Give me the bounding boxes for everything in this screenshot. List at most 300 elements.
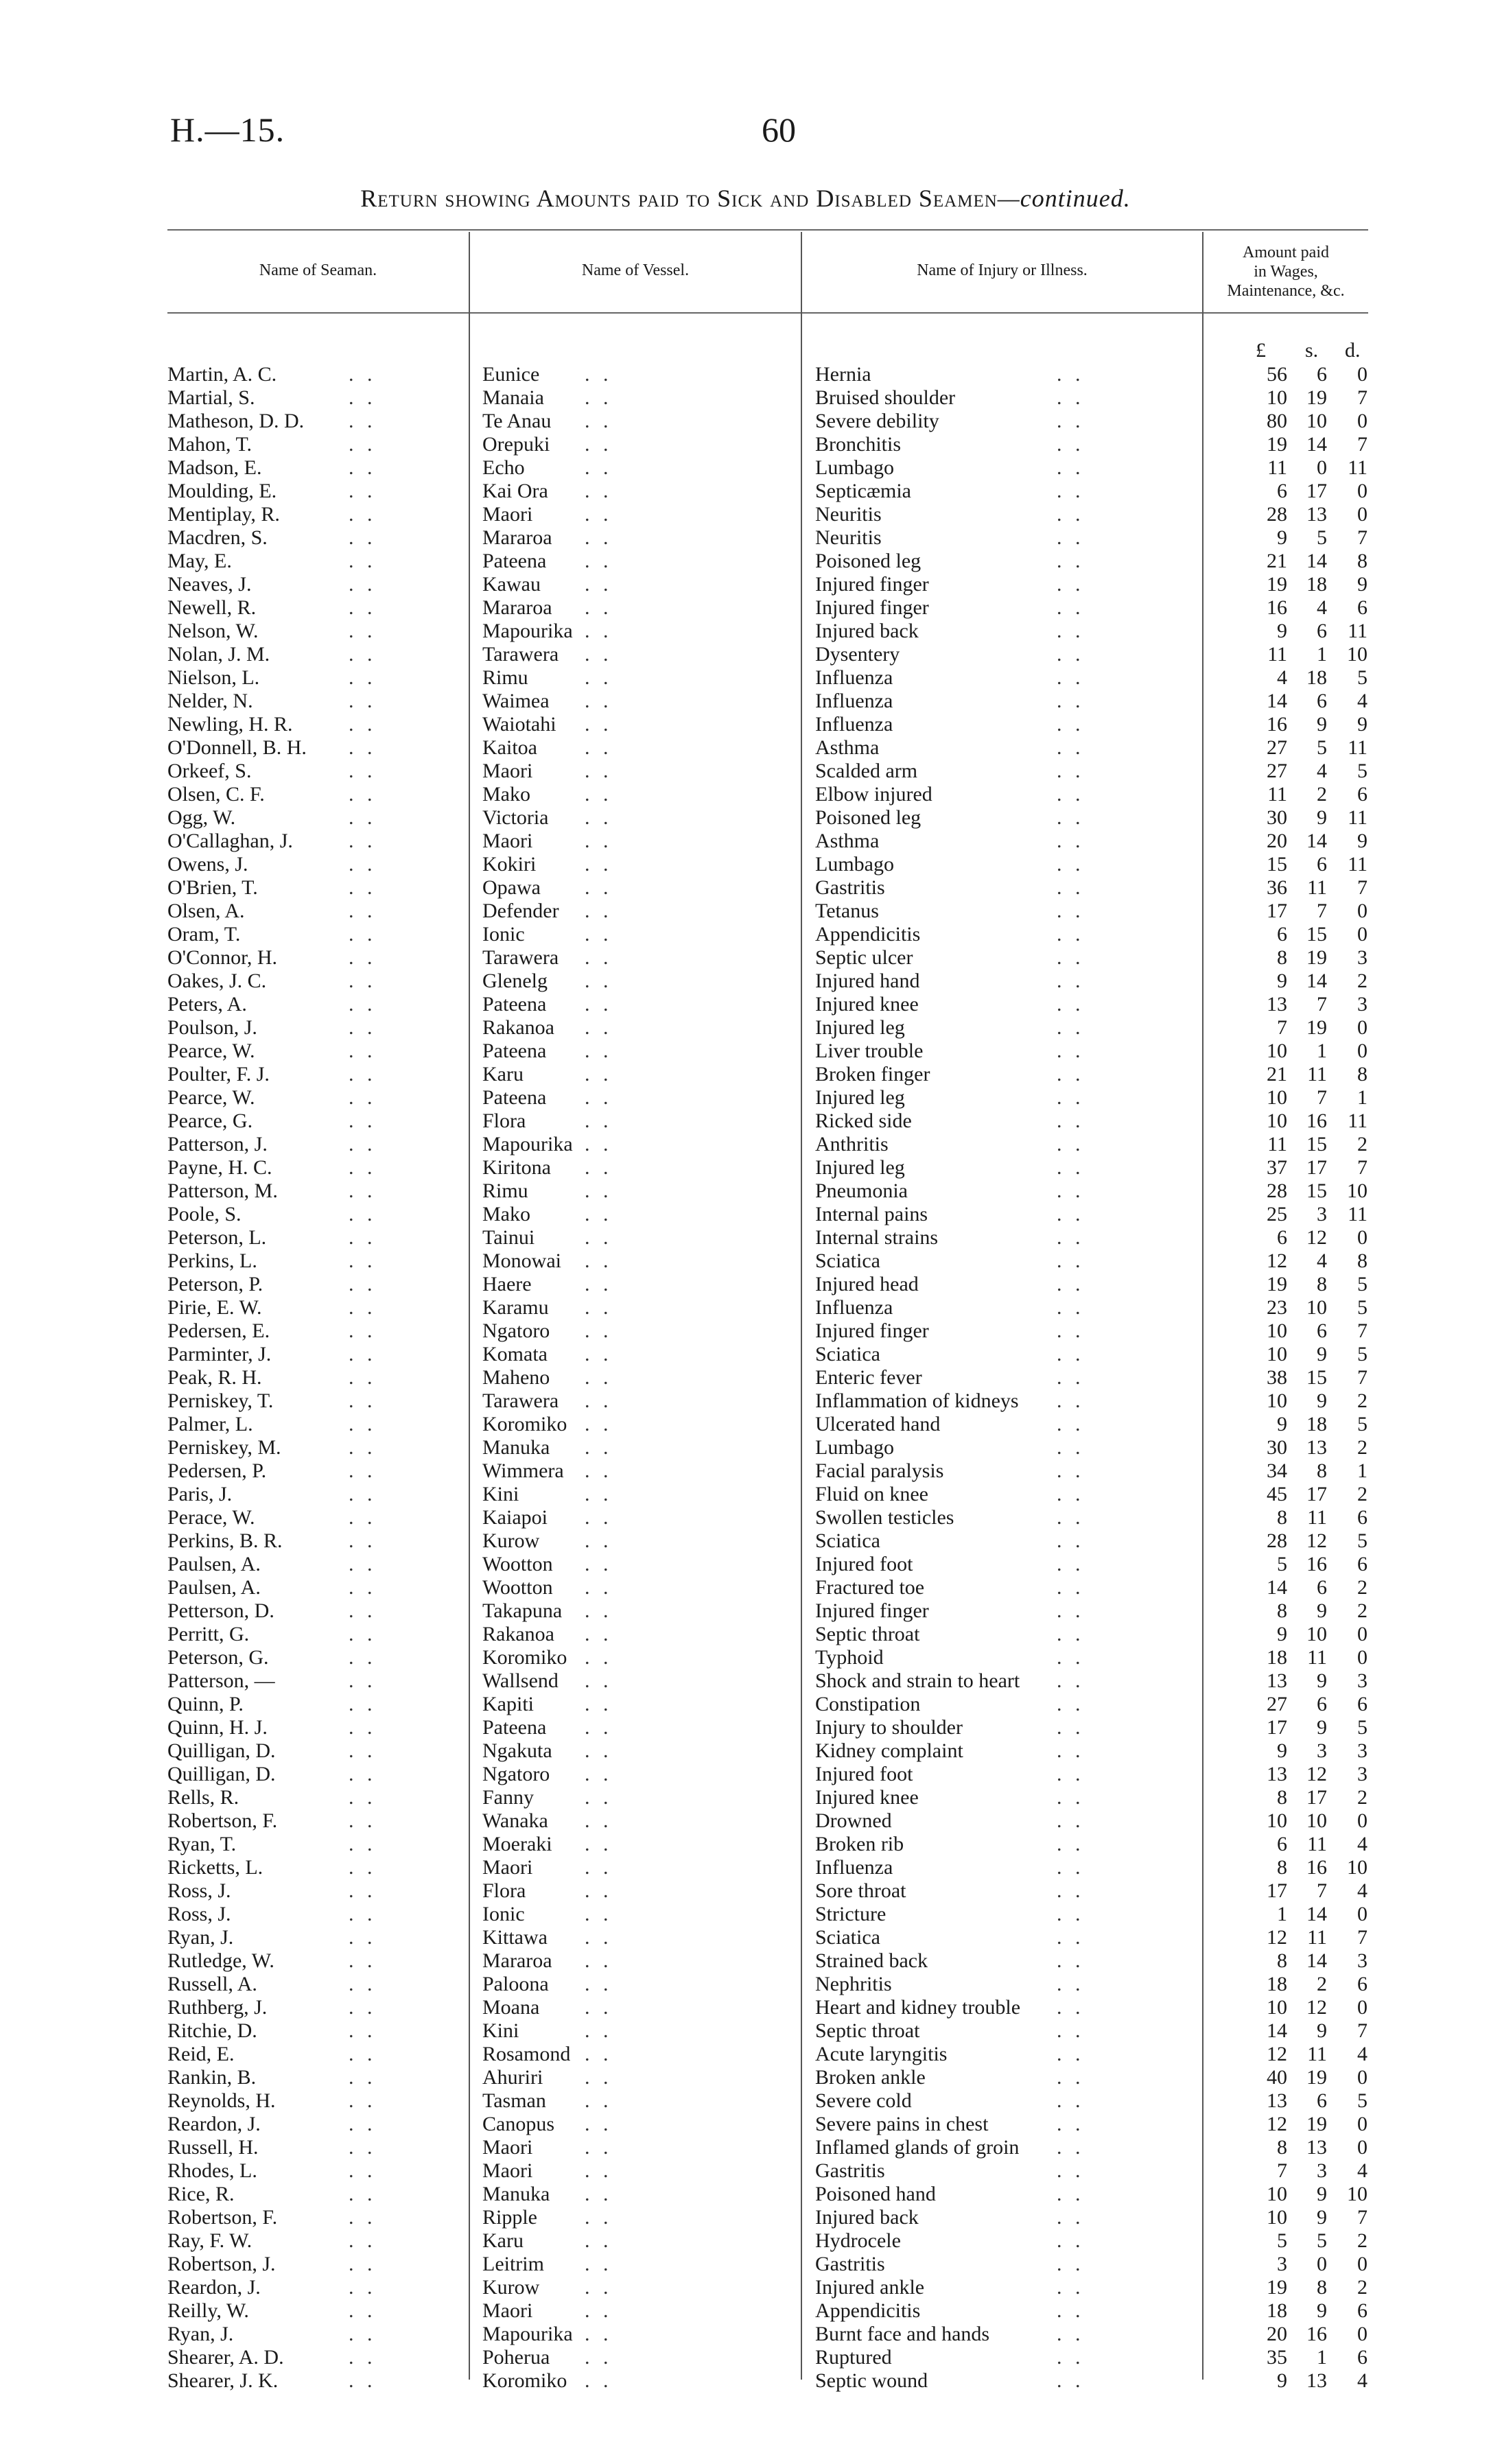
vessel-name: Mako — [482, 783, 530, 806]
injury-illness: Elbow injured — [815, 783, 932, 806]
leader-dots: . . — [585, 1903, 613, 1925]
vessel-name: Pateena — [482, 993, 547, 1016]
amount-pounds: 9 — [1277, 2369, 1287, 2392]
seaman-name: Paulsen, A. — [167, 1553, 261, 1575]
table-row — [0, 1226, 1491, 1249]
vessel-name: Karu — [482, 2229, 524, 2252]
amount-pounds: 1 — [1277, 1903, 1287, 1925]
leader-dots: . . — [349, 1903, 377, 1925]
injury-illness: Injured leg — [815, 1086, 905, 1109]
vessel-name: Maori — [482, 2136, 533, 2159]
vessel-name: Kini — [482, 2019, 519, 2042]
amount-shillings: 1 — [1317, 1040, 1327, 1062]
amount-pounds: 25 — [1267, 1203, 1287, 1225]
amount-pounds: 8 — [1277, 1506, 1287, 1529]
vessel-name: Pateena — [482, 1040, 547, 1062]
seaman-name: Peterson, G. — [167, 1646, 269, 1669]
leader-dots: . . — [1057, 2019, 1085, 2042]
seaman-name: Patterson, M. — [167, 1180, 278, 1202]
amount-shillings: 13 — [1306, 1436, 1327, 1459]
table-row — [0, 853, 1491, 876]
leader-dots: . . — [585, 456, 613, 479]
injury-illness: Ruptured — [815, 2346, 892, 2369]
table-row — [0, 1879, 1491, 1903]
injury-illness: Lumbago — [815, 853, 894, 876]
leader-dots: . . — [1057, 2299, 1085, 2322]
injury-illness: Severe debility — [815, 410, 939, 432]
leader-dots: . . — [1057, 1506, 1085, 1529]
injury-illness: Ricked side — [815, 1110, 912, 1132]
amount-pence: 11 — [1348, 1110, 1367, 1132]
injury-illness: Sciatica — [815, 1249, 880, 1272]
leader-dots: . . — [585, 1436, 613, 1459]
amount-shillings: 16 — [1306, 1856, 1327, 1879]
leader-dots: . . — [349, 1996, 377, 2019]
vessel-name: Wootton — [482, 1576, 553, 1599]
leader-dots: . . — [585, 876, 613, 899]
leader-dots: . . — [1057, 1040, 1085, 1062]
injury-illness: Appendicitis — [815, 2299, 921, 2322]
leader-dots: . . — [349, 1226, 377, 1249]
amount-shillings: 4 — [1317, 596, 1327, 619]
leader-dots: . . — [1057, 2229, 1085, 2252]
leader-dots: . . — [349, 2113, 377, 2135]
amount-pounds: 17 — [1267, 1879, 1287, 1902]
amount-pence: 0 — [1357, 503, 1367, 526]
amount-shillings: 6 — [1317, 620, 1327, 642]
vessel-name: Mapourika — [482, 620, 573, 642]
vessel-name: Poherua — [482, 2346, 550, 2369]
table-row — [0, 386, 1491, 410]
amount-pounds: 5 — [1277, 2229, 1287, 2252]
leader-dots: . . — [585, 1809, 613, 1832]
seaman-name: Reardon, J. — [167, 2113, 261, 2135]
amount-pounds: 6 — [1277, 1833, 1287, 1855]
amount-pounds: 10 — [1267, 1389, 1287, 1412]
seaman-name: Quilligan, D. — [167, 1763, 276, 1785]
seaman-name: Nelson, W. — [167, 620, 259, 642]
leader-dots: . . — [1057, 1599, 1085, 1622]
leader-dots: . . — [585, 1646, 613, 1669]
leader-dots: . . — [585, 1366, 613, 1389]
amount-pounds: 37 — [1267, 1156, 1287, 1179]
amount-shillings: 15 — [1306, 1133, 1327, 1155]
amount-pounds: 40 — [1267, 2066, 1287, 2089]
amount-shillings: 12 — [1306, 1996, 1327, 2019]
seaman-name: Petterson, D. — [167, 1599, 274, 1622]
amount-pounds: 15 — [1267, 853, 1287, 876]
vessel-name: Opawa — [482, 876, 541, 899]
leader-dots: . . — [349, 2136, 377, 2159]
vessel-name: Kokiri — [482, 853, 537, 876]
leader-dots: . . — [585, 1413, 613, 1435]
leader-dots: . . — [585, 1669, 613, 1692]
leader-dots: . . — [1057, 2206, 1085, 2229]
leader-dots: . . — [349, 1949, 377, 1972]
leader-dots: . . — [585, 713, 613, 736]
vessel-name: Kawau — [482, 573, 541, 596]
leader-dots: . . — [1057, 503, 1085, 526]
amount-pence: 4 — [1357, 1879, 1367, 1902]
leader-dots: . . — [585, 410, 613, 432]
seaman-name: Orkeef, S. — [167, 760, 252, 782]
amount-pounds: 13 — [1267, 993, 1287, 1016]
amount-pence: 6 — [1357, 1506, 1367, 1529]
leader-dots: . . — [349, 760, 377, 782]
seaman-name: Perace, W. — [167, 1506, 255, 1529]
leader-dots: . . — [1057, 1203, 1085, 1225]
table-row — [0, 573, 1491, 596]
table-row — [0, 1529, 1491, 1553]
amount-pence: 2 — [1357, 1576, 1367, 1599]
vessel-name: Koromiko — [482, 1646, 567, 1669]
leader-dots: . . — [585, 503, 613, 526]
table-row — [0, 2113, 1491, 2136]
vessel-name: Koromiko — [482, 2369, 567, 2392]
amount-shillings: 13 — [1306, 2136, 1327, 2159]
injury-illness: Liver trouble — [815, 1040, 924, 1062]
leader-dots: . . — [349, 596, 377, 619]
leader-dots: . . — [1057, 363, 1085, 386]
leader-dots: . . — [349, 2299, 377, 2322]
leader-dots: . . — [585, 480, 613, 502]
leader-dots: . . — [349, 1623, 377, 1645]
table-row — [0, 2323, 1491, 2346]
amount-pence: 6 — [1357, 1973, 1367, 1995]
amount-pence: 0 — [1357, 1903, 1367, 1925]
leader-dots: . . — [1057, 596, 1085, 619]
leader-dots: . . — [585, 2043, 613, 2065]
leader-dots: . . — [349, 1389, 377, 1412]
leader-dots: . . — [585, 1389, 613, 1412]
leader-dots: . . — [349, 1646, 377, 1669]
amount-pounds: 11 — [1267, 456, 1287, 479]
injury-illness: Appendicitis — [815, 923, 921, 946]
seaman-name: Perniskey, T. — [167, 1389, 274, 1412]
leader-dots: . . — [585, 1086, 613, 1109]
amount-pounds: 12 — [1267, 2113, 1287, 2135]
amount-shillings: 8 — [1317, 2276, 1327, 2299]
injury-illness: Injured finger — [815, 596, 929, 619]
injury-illness: Broken finger — [815, 1063, 930, 1086]
seaman-name: Nolan, J. M. — [167, 643, 270, 666]
seaman-name: Peterson, P. — [167, 1273, 263, 1295]
seaman-name: Paris, J. — [167, 1483, 233, 1505]
table-row — [0, 363, 1491, 386]
amount-shillings: 15 — [1306, 1366, 1327, 1389]
leader-dots: . . — [1057, 1669, 1085, 1692]
seaman-name: Olsen, A. — [167, 900, 245, 922]
table-row — [0, 2066, 1491, 2089]
seaman-name: Reilly, W. — [167, 2299, 249, 2322]
leader-dots: . . — [585, 1623, 613, 1645]
vessel-name: Kurow — [482, 2276, 540, 2299]
amount-pounds: 20 — [1267, 2323, 1287, 2345]
vessel-name: Rimu — [482, 666, 528, 689]
vessel-name: Rakanoa — [482, 1623, 554, 1645]
amount-pounds: 80 — [1267, 410, 1287, 432]
seaman-name: Parminter, J. — [167, 1343, 272, 1365]
table-row — [0, 1016, 1491, 1040]
amount-pence: 3 — [1357, 1739, 1367, 1762]
injury-illness: Strained back — [815, 1949, 928, 1972]
leader-dots: . . — [1057, 433, 1085, 456]
leader-dots: . . — [349, 1669, 377, 1692]
table-row — [0, 993, 1491, 1016]
leader-dots: . . — [585, 2346, 613, 2369]
vessel-name: Pateena — [482, 1086, 547, 1109]
amount-pounds: 13 — [1267, 2089, 1287, 2112]
table-row — [0, 1599, 1491, 1623]
injury-illness: Septic ulcer — [815, 946, 913, 969]
amount-pence: 7 — [1357, 1926, 1367, 1949]
seaman-name: Oakes, J. C. — [167, 970, 267, 992]
leader-dots: . . — [349, 2159, 377, 2182]
amount-pounds: 4 — [1277, 666, 1287, 689]
leader-dots: . . — [349, 1249, 377, 1272]
amount-pence: 8 — [1357, 1063, 1367, 1086]
leader-dots: . . — [1057, 1110, 1085, 1132]
amount-pence: 0 — [1357, 2136, 1367, 2159]
vessel-name: Ripple — [482, 2206, 537, 2229]
amount-pounds: 10 — [1267, 1110, 1287, 1132]
table-row — [0, 2089, 1491, 2113]
header-amount-line3: Maintenance, &c. — [1227, 282, 1345, 300]
seaman-name: Pearce, W. — [167, 1086, 255, 1109]
vessel-name: Wootton — [482, 1553, 553, 1575]
vessel-name: Maori — [482, 760, 533, 782]
leader-dots: . . — [349, 1763, 377, 1785]
amount-pence: 7 — [1357, 876, 1367, 899]
table-row — [0, 1646, 1491, 1669]
leader-dots: . . — [349, 1436, 377, 1459]
table-row — [0, 1366, 1491, 1389]
amount-shillings: 17 — [1306, 1156, 1327, 1179]
amount-pence: 2 — [1357, 1786, 1367, 1809]
injury-illness: Gastritis — [815, 2159, 885, 2182]
seaman-name: Ryan, J. — [167, 2323, 234, 2345]
table-row — [0, 2369, 1491, 2393]
amount-shillings: 13 — [1306, 2369, 1327, 2392]
injury-illness: Sciatica — [815, 1343, 880, 1365]
leader-dots: . . — [1057, 1879, 1085, 1902]
amount-shillings: 10 — [1306, 1296, 1327, 1319]
amount-pounds: 20 — [1267, 830, 1287, 852]
seaman-name: Poole, S. — [167, 1203, 242, 1225]
leader-dots: . . — [1057, 2113, 1085, 2135]
leader-dots: . . — [1057, 1273, 1085, 1295]
table-row — [0, 970, 1491, 993]
leader-dots: . . — [1057, 2346, 1085, 2369]
vessel-name: Ionic — [482, 1903, 525, 1925]
amount-shillings: 10 — [1306, 1623, 1327, 1645]
leader-dots: . . — [349, 1553, 377, 1575]
amount-pounds: 12 — [1267, 1249, 1287, 1272]
table-row — [0, 410, 1491, 433]
vessel-name: Tasman — [482, 2089, 546, 2112]
amount-pence: 0 — [1357, 1623, 1367, 1645]
seaman-name: Robertson, J. — [167, 2253, 276, 2275]
amount-pounds: 56 — [1267, 363, 1287, 386]
amount-pounds: 13 — [1267, 1669, 1287, 1692]
table-row — [0, 1903, 1491, 1926]
leader-dots: . . — [1057, 1389, 1085, 1412]
table-row — [0, 1040, 1491, 1063]
leader-dots: . . — [349, 2323, 377, 2345]
leader-dots: . . — [1057, 760, 1085, 782]
unit-pence: d. — [1345, 339, 1361, 362]
table-row — [0, 946, 1491, 970]
amount-shillings: 19 — [1306, 2113, 1327, 2135]
seaman-name: O'Callaghan, J. — [167, 830, 293, 852]
amount-shillings: 5 — [1317, 526, 1327, 549]
leader-dots: . . — [585, 806, 613, 829]
leader-dots: . . — [1057, 1016, 1085, 1039]
leader-dots: . . — [1057, 620, 1085, 642]
amount-shillings: 9 — [1317, 806, 1327, 829]
leader-dots: . . — [585, 1506, 613, 1529]
vessel-name: Ionic — [482, 923, 525, 946]
seaman-name: Pearce, G. — [167, 1110, 253, 1132]
amount-pounds: 38 — [1267, 1366, 1287, 1389]
seaman-name: Russell, A. — [167, 1973, 257, 1995]
amount-pounds: 9 — [1277, 1739, 1287, 1762]
leader-dots: . . — [349, 573, 377, 596]
seaman-name: Mentiplay, R. — [167, 503, 280, 526]
amount-pounds: 6 — [1277, 1226, 1287, 1249]
leader-dots: . . — [349, 1413, 377, 1435]
amount-shillings: 6 — [1317, 2089, 1327, 2112]
amount-pence: 5 — [1357, 760, 1367, 782]
amount-pence: 7 — [1357, 2019, 1367, 2042]
injury-illness: Hydrocele — [815, 2229, 901, 2252]
table-row — [0, 713, 1491, 736]
unit-shillings: s. — [1305, 339, 1319, 362]
leader-dots: . . — [349, 1366, 377, 1389]
amount-pounds: 8 — [1277, 1856, 1287, 1879]
injury-illness: Septic throat — [815, 2019, 920, 2042]
page-number: 60 — [762, 110, 796, 149]
amount-pence: 10 — [1347, 2183, 1367, 2205]
leader-dots: . . — [349, 2346, 377, 2369]
leader-dots: . . — [349, 993, 377, 1016]
leader-dots: . . — [1057, 1086, 1085, 1109]
amount-shillings: 14 — [1306, 1903, 1327, 1925]
vessel-name: Mapourika — [482, 2323, 573, 2345]
leader-dots: . . — [349, 2183, 377, 2205]
leader-dots: . . — [349, 1133, 377, 1155]
table-row — [0, 1203, 1491, 1226]
leader-dots: . . — [1057, 1949, 1085, 1972]
amount-shillings: 1 — [1317, 2346, 1327, 2369]
amount-pounds: 28 — [1267, 1180, 1287, 1202]
leader-dots: . . — [1057, 1436, 1085, 1459]
vessel-name: Maori — [482, 1856, 533, 1879]
leader-dots: . . — [349, 456, 377, 479]
table-row — [0, 2346, 1491, 2369]
seaman-name: Perkins, B. R. — [167, 1529, 283, 1552]
leader-dots: . . — [585, 1226, 613, 1249]
amount-pence: 11 — [1348, 620, 1367, 642]
seaman-name: Macdren, S. — [167, 526, 268, 549]
leader-dots: . . — [349, 1110, 377, 1132]
amount-shillings: 9 — [1317, 1343, 1327, 1365]
injury-illness: Nephritis — [815, 1973, 892, 1995]
leader-dots: . . — [585, 1996, 613, 2019]
leader-dots: . . — [585, 2019, 613, 2042]
vessel-name: Tarawera — [482, 1389, 559, 1412]
leader-dots: . . — [1057, 1623, 1085, 1645]
seaman-name: Palmer, L. — [167, 1413, 253, 1435]
injury-illness: Constipation — [815, 1693, 921, 1715]
amount-pence: 0 — [1357, 1226, 1367, 1249]
leader-dots: . . — [349, 1343, 377, 1365]
injury-illness: Inflammation of kidneys — [815, 1389, 1019, 1412]
vessel-name: Moana — [482, 1996, 540, 2019]
leader-dots: . . — [1057, 783, 1085, 806]
seaman-name: Nelder, N. — [167, 690, 253, 712]
amount-pence: 5 — [1357, 2089, 1367, 2112]
amount-pounds: 7 — [1277, 2159, 1287, 2182]
amount-shillings: 9 — [1317, 1716, 1327, 1739]
vessel-name: Maori — [482, 2299, 533, 2322]
injury-illness: Injury to shoulder — [815, 1716, 963, 1739]
vessel-name: Manuka — [482, 1436, 550, 1459]
amount-pence: 0 — [1357, 2253, 1367, 2275]
seaman-name: O'Brien, T. — [167, 876, 258, 899]
amount-shillings: 9 — [1317, 2299, 1327, 2322]
seaman-name: Moulding, E. — [167, 480, 277, 502]
injury-illness: Injured back — [815, 2206, 919, 2229]
amount-pence: 4 — [1357, 1833, 1367, 1855]
leader-dots: . . — [585, 2369, 613, 2392]
injury-illness: Internal strains — [815, 1226, 939, 1249]
amount-pence: 6 — [1357, 2299, 1367, 2322]
amount-pence: 0 — [1357, 2323, 1367, 2345]
amount-pounds: 45 — [1267, 1483, 1287, 1505]
leader-dots: . . — [1057, 526, 1085, 549]
table-row — [0, 2276, 1491, 2299]
amount-shillings: 14 — [1306, 550, 1327, 572]
leader-dots: . . — [1057, 480, 1085, 502]
amount-pence: 4 — [1357, 2159, 1367, 2182]
table-row — [0, 596, 1491, 620]
seaman-name: Ryan, J. — [167, 1926, 234, 1949]
leader-dots: . . — [585, 2276, 613, 2299]
injury-illness: Shock and strain to heart — [815, 1669, 1020, 1692]
leader-dots: . . — [1057, 876, 1085, 899]
leader-dots: . . — [349, 1693, 377, 1715]
seaman-name: Ricketts, L. — [167, 1856, 263, 1879]
seaman-name: Quilligan, D. — [167, 1739, 276, 1762]
leader-dots: . . — [349, 2369, 377, 2392]
amount-pence: 3 — [1357, 946, 1367, 969]
injury-illness: Influenza — [815, 713, 893, 736]
table-row — [0, 1436, 1491, 1459]
vessel-name: Wallsend — [482, 1669, 559, 1692]
leader-dots: . . — [585, 2253, 613, 2275]
leader-dots: . . — [349, 690, 377, 712]
table-row — [0, 1273, 1491, 1296]
leader-dots: . . — [349, 830, 377, 852]
table-row — [0, 456, 1491, 480]
amount-shillings: 18 — [1306, 666, 1327, 689]
leader-dots: . . — [349, 736, 377, 759]
leader-dots: . . — [1057, 1996, 1085, 2019]
amount-shillings: 6 — [1317, 853, 1327, 876]
leader-dots: . . — [585, 946, 613, 969]
injury-illness: Sciatica — [815, 1926, 880, 1949]
